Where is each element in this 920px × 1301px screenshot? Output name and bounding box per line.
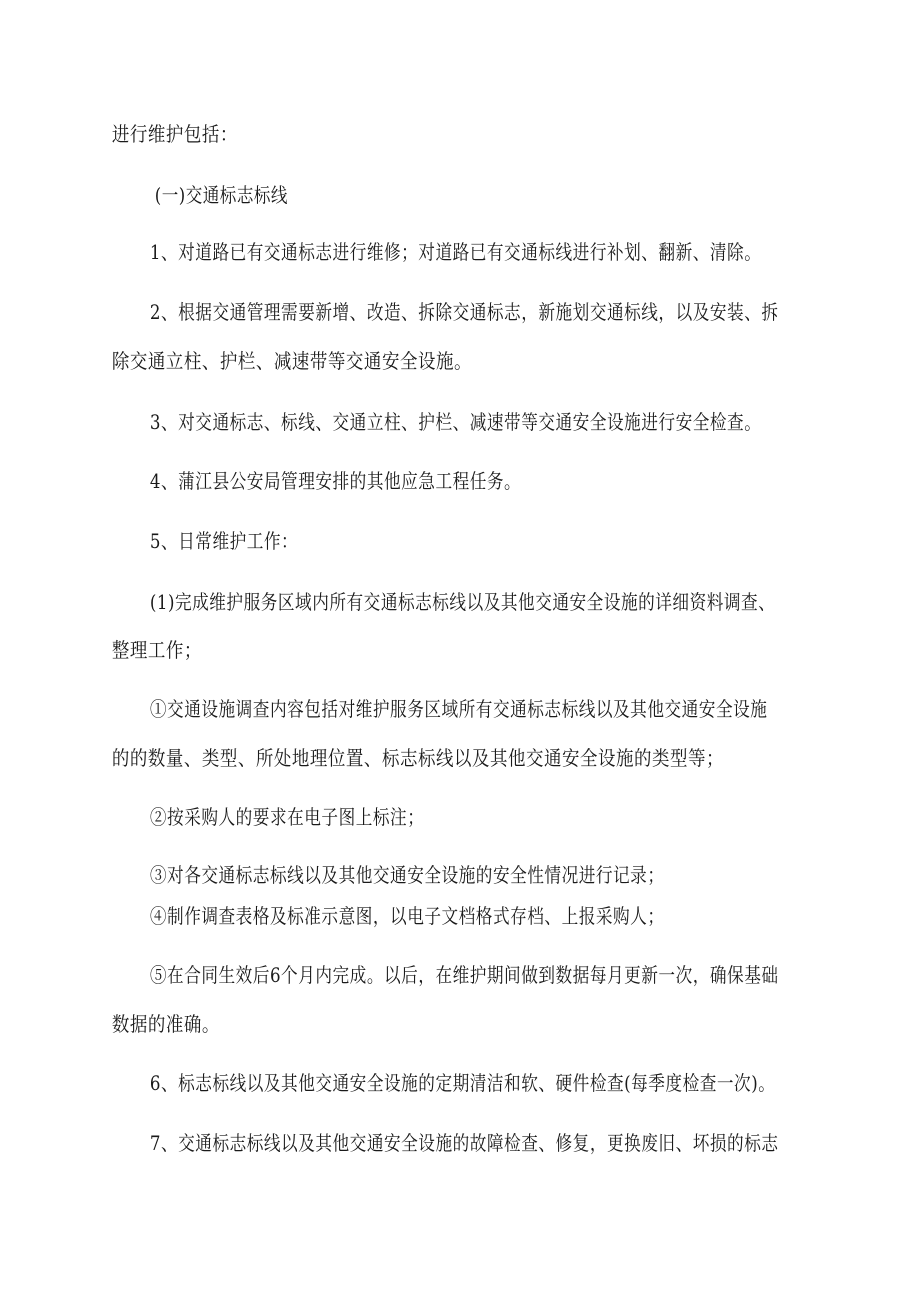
circled-item-1-line-2: 的的数量、类型、所处地理位置、标志标线以及其他交通安全设施的类型等； — [111, 746, 725, 770]
circled-item-2: ②按采购人的要求在电子图上标注； — [149, 805, 425, 829]
list-item-1: 1、对道路已有交通标志进行维修；对道路已有交通标线进行补划、翻新、清除。 — [149, 240, 762, 264]
sub-item-1-line-1: (1)完成维护服务区域内所有交通标志标线以及其他交通安全设施的详细资料调查、 — [149, 590, 776, 614]
list-item-2-line-1: 2、根据交通管理需要新增、改造、拆除交通标志，新施划交通标线，以及安装、拆 — [149, 300, 779, 324]
circled-item-1-line-1: ①交通设施调查内容包括对维护服务区域所有交通标志标线以及其他交通安全设施 — [149, 697, 768, 721]
circled-item-5-line-1: ⑤在合同生效后6个月内完成。以后，在维护期间做到数据每月更新一次，确保基础 — [149, 963, 779, 987]
circled-item-4: ④制作调查表格及标准示意图，以电子文档格式存档、上报采购人； — [149, 904, 665, 928]
text-line-intro: 进行维护包括： — [111, 122, 238, 146]
list-item-5: 5、日常维护工作： — [149, 529, 299, 553]
section-heading-traffic-signs-markings: (一)交通标志标线 — [154, 183, 288, 207]
list-item-6: 6、标志标线以及其他交通安全设施的定期清洁和软、硬件检查(每季度检查一次)。 — [149, 1071, 776, 1095]
list-item-7: 7、交通标志标线以及其他交通安全设施的故障检查、修复，更换废旧、坏损的标志 — [149, 1131, 779, 1155]
list-item-3: 3、对交通标志、标线、交通立柱、护栏、减速带等交通安全设施进行安全检查。 — [149, 410, 762, 434]
circled-item-3: ③对各交通标志标线以及其他交通安全设施的安全性情况进行记录； — [149, 863, 665, 887]
list-item-2-line-2: 除交通立柱、护栏、减速带等交通安全设施。 — [111, 349, 472, 373]
sub-item-1-line-2: 整理工作； — [111, 638, 202, 662]
list-item-4: 4、蒲江县公安局管理安排的其他应急工程任务。 — [149, 469, 522, 493]
circled-item-5-line-2: 数据的准确。 — [111, 1012, 220, 1036]
